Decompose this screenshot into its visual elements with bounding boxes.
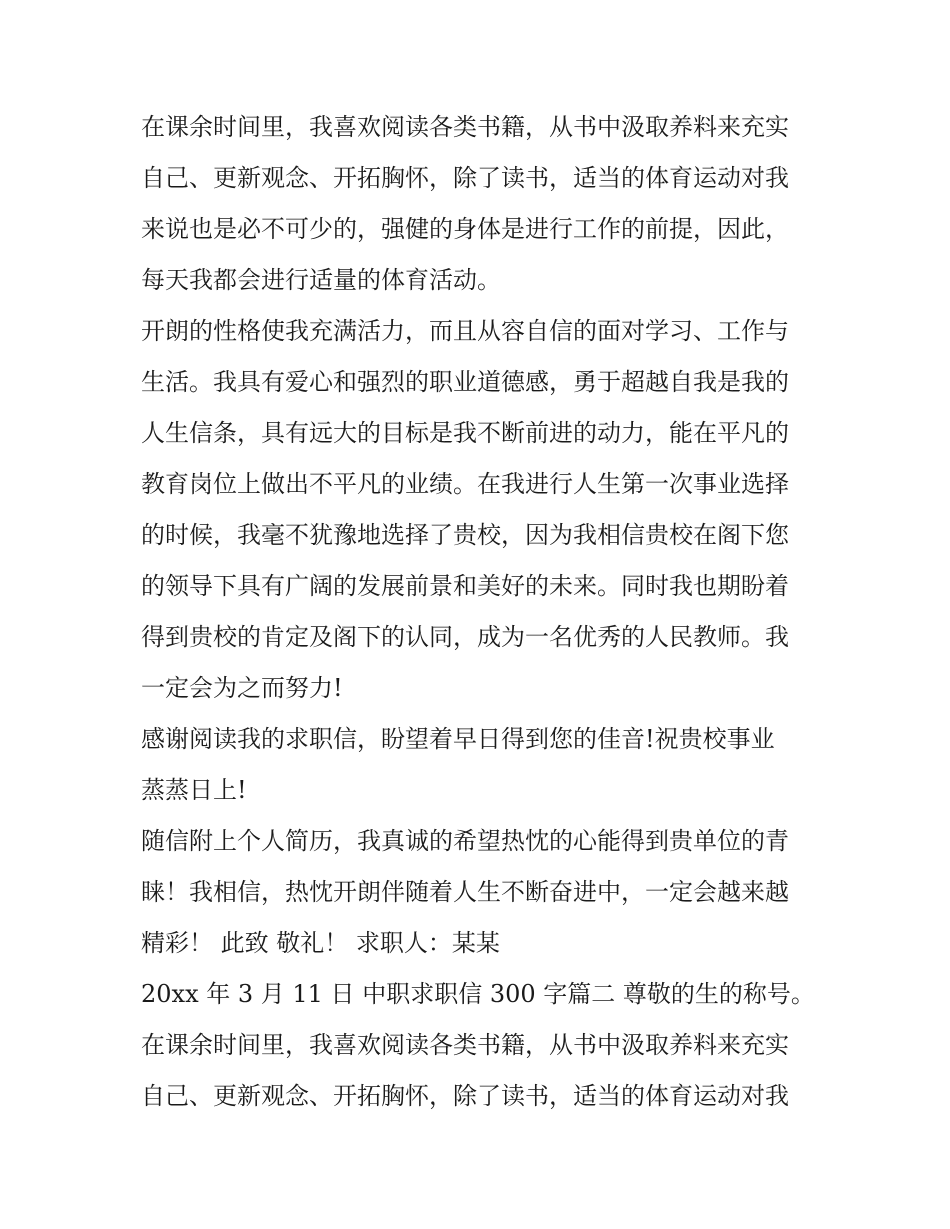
text-line: 20xx 年 3 月 11 日 中职求职信 300 字篇二 尊敬的生的称号。 xyxy=(141,980,815,1008)
text-line: 生活。我具有爱心和强烈的职业道德感，勇于超越自我是我的 xyxy=(141,368,789,396)
text-line: 睐！我相信，热忱开朗伴随着人生不断奋进中，一定会越来越 xyxy=(141,878,789,906)
text-line: 得到贵校的肯定及阁下的认同，成为一名优秀的人民教师。我 xyxy=(141,623,789,651)
text-line: 自己、更新观念、开拓胸怀，除了读书，适当的体育运动对我 xyxy=(141,164,789,192)
text-line: 随信附上个人简历，我真诚的希望热忱的心能得到贵单位的青 xyxy=(141,827,789,855)
text-line: 自己、更新观念、开拓胸怀，除了读书，适当的体育运动对我 xyxy=(141,1082,789,1110)
text-line: 的领导下具有广阔的发展前景和美好的未来。同时我也期盼着 xyxy=(141,572,789,600)
text-line: 人生信条，具有远大的目标是我不断前进的动力，能在平凡的 xyxy=(141,419,789,447)
text-line: 开朗的性格使我充满活力，而且从容自信的面对学习、工作与 xyxy=(141,317,789,345)
text-line: 一定会为之而努力! xyxy=(141,674,343,702)
text-line: 蒸蒸日上! xyxy=(141,776,247,804)
text-line: 精彩！ 此致 敬礼！ 求职人：某某 xyxy=(141,929,500,957)
text-line: 的时候，我毫不犹豫地选择了贵校，因为我相信贵校在阁下您 xyxy=(141,521,789,549)
document-body xyxy=(141,102,821,1122)
text-line: 在课余时间里，我喜欢阅读各类书籍，从书中汲取养料来充实 xyxy=(141,113,789,141)
text-line: 来说也是必不可少的，强健的身体是进行工作的前提，因此， xyxy=(141,215,789,243)
text-line: 每天我都会进行适量的体育活动。 xyxy=(141,266,501,294)
text-line: 在课余时间里，我喜欢阅读各类书籍，从书中汲取养料来充实 xyxy=(141,1031,789,1059)
text-line: 教育岗位上做出不平凡的业绩。在我进行人生第一次事业选择 xyxy=(141,470,789,498)
text-line: 感谢阅读我的求职信，盼望着早日得到您的佳音!祝贵校事业 xyxy=(141,725,775,753)
